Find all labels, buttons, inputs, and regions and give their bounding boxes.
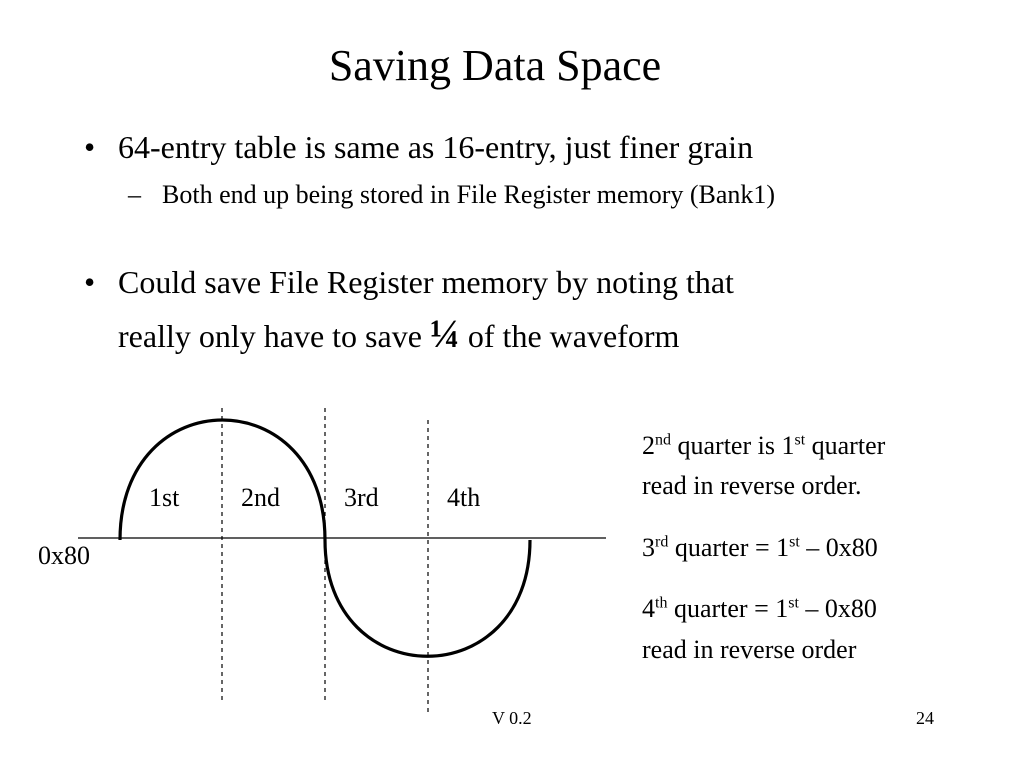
- note-superscript: th: [655, 594, 668, 612]
- version-label: V 0.2: [492, 708, 532, 728]
- note-text: quarter = 1: [668, 533, 790, 562]
- note-2nd-quarter-line-1: [642, 426, 885, 466]
- note-4th-quarter-line-2: read in reverse order: [642, 635, 857, 664]
- note-text: – 0x80: [799, 533, 878, 562]
- note-text: quarter is 1: [671, 431, 795, 460]
- note-text: 3: [642, 533, 655, 562]
- page-number: 24: [916, 708, 934, 728]
- note-superscript: st: [794, 431, 806, 449]
- sub-bullet-text: Both end up being stored in File Register memory (Bank1): [162, 180, 776, 209]
- bullet-2-line-1: Could save File Register memory by noting that: [118, 264, 734, 300]
- slide-title: Saving Data Space: [328, 41, 662, 90]
- quarter-label-2nd: 2nd: [241, 483, 280, 512]
- quarter-label-3rd: 3rd: [344, 483, 379, 512]
- note-3rd-quarter: [642, 528, 878, 568]
- note-text: quarter = 1: [667, 594, 789, 623]
- note-text: quarter: [805, 431, 886, 460]
- bullet-marker: •: [84, 264, 96, 300]
- note-superscript: st: [788, 594, 799, 612]
- bullet-2-line-2-post: of the waveform: [467, 318, 680, 354]
- quarter-label-4th: 4th: [447, 483, 481, 512]
- bullet-marker: •: [84, 129, 96, 165]
- note-superscript: nd: [655, 431, 671, 449]
- note-text: 4: [642, 594, 655, 623]
- bullet-2-line-2-pre: really only have to save: [118, 318, 422, 354]
- sub-bullet-marker: –: [128, 180, 141, 209]
- note-text: – 0x80: [798, 594, 877, 623]
- axis-label-0x80: 0x80: [38, 541, 90, 570]
- note-superscript: st: [789, 533, 800, 551]
- note-2nd-quarter-line-2: read in reverse order.: [642, 471, 862, 500]
- one-quarter-fraction: ¼: [429, 311, 460, 356]
- bullet-1-text: 64-entry table is same as 16-entry, just finer grain: [118, 129, 754, 165]
- note-4th-quarter-line-1: [642, 589, 877, 629]
- note-text: 2: [642, 431, 655, 460]
- quarter-label-1st: 1st: [149, 483, 180, 512]
- note-superscript: rd: [655, 533, 669, 551]
